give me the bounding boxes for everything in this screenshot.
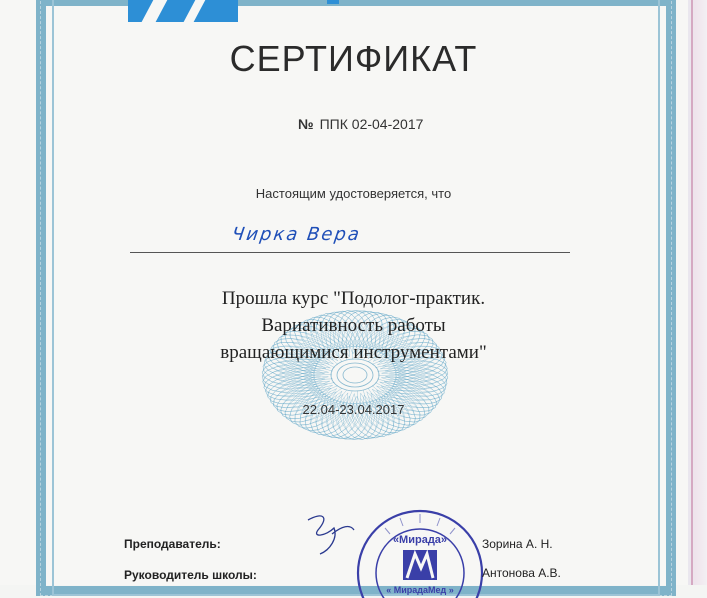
teacher-name: Зорина А. Н. [482, 537, 553, 551]
recipient-name: Чирка Вера [230, 224, 363, 245]
certificate-number [298, 116, 423, 132]
logo [128, 0, 238, 22]
course-line: вращающимися инструментами" [220, 342, 487, 363]
name-underline [130, 252, 570, 253]
course-line: Прошла курс "Подолог-практик. [221, 288, 486, 309]
certificate-title: СЕРТИФИКАТ [229, 38, 478, 79]
course-line: Вариативность работы [261, 315, 446, 336]
official-stamp [345, 498, 495, 598]
director-label: Руководитель школы: [124, 568, 257, 582]
course-dates: 22.04-23.04.2017 [302, 402, 405, 417]
number-value: ППК 02-04-2017 [319, 116, 424, 132]
director-name: Антонова А.В. [482, 566, 561, 580]
certify-text: Настоящим удостоверяется, что [255, 186, 452, 201]
number-sign: № [298, 116, 314, 132]
logo-mark [327, 0, 339, 4]
stamp-brand-bottom: « МирадаМед » [386, 585, 454, 595]
page-edge [688, 0, 707, 585]
stamp-brand: «Мирада» [392, 534, 448, 546]
course-description [0, 285, 707, 366]
teacher-label: Преподаватель: [124, 537, 221, 551]
